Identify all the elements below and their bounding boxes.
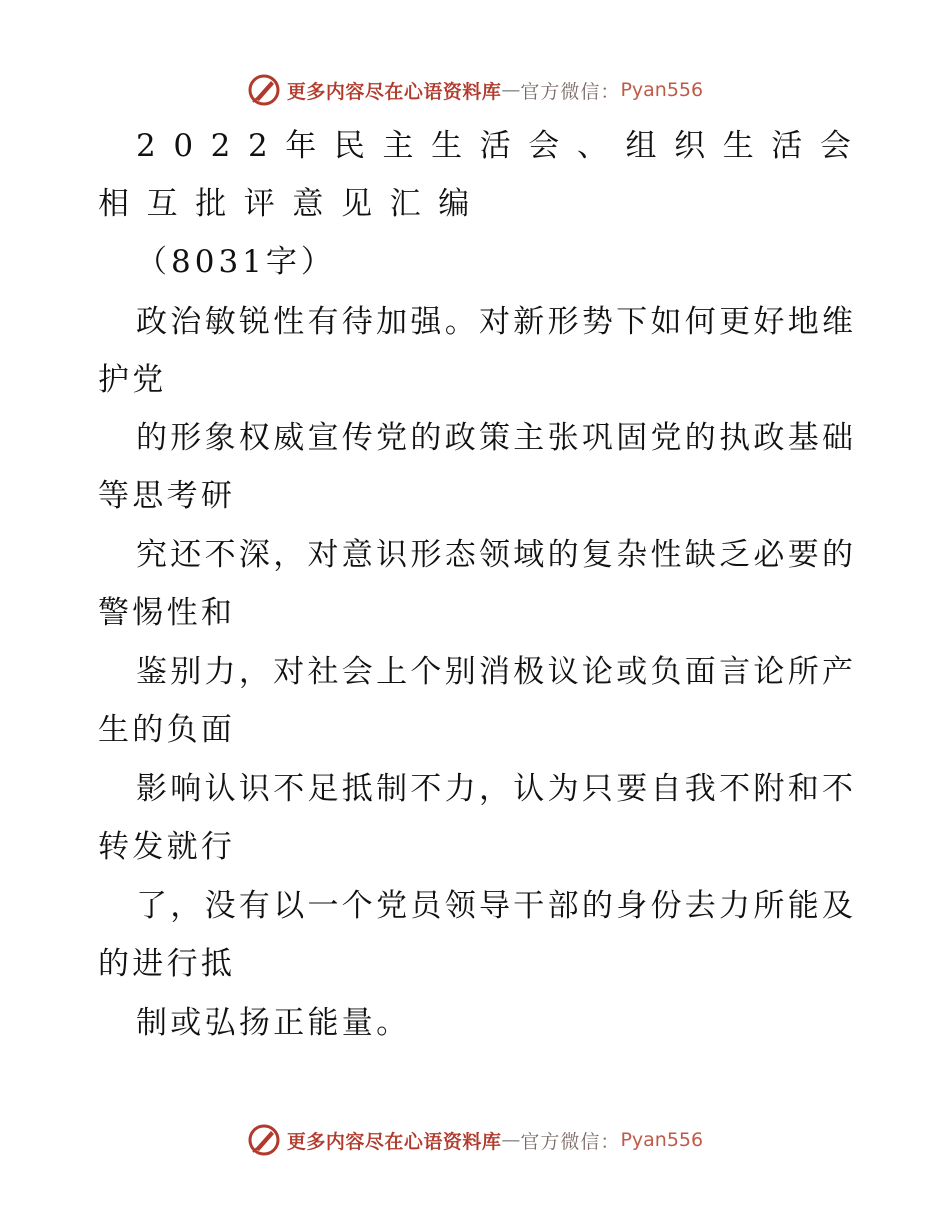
paragraph-line: 的进行抵 bbox=[98, 946, 236, 982]
quill-logo-icon bbox=[247, 73, 281, 107]
watermark-main-text: 更多内容尽在心语资料库 bbox=[286, 1130, 502, 1153]
paragraph-line: 政治敏锐性有待加强。对新形势下如何更好地维 bbox=[136, 304, 857, 340]
watermark-header bbox=[0, 70, 950, 110]
paragraph-line: 的形象权威宣传党的政策主张巩固党的执政基础 bbox=[136, 420, 857, 456]
paragraph-line: 制或弘扬正能量。 bbox=[136, 1005, 411, 1041]
paragraph-line: 警惕性和 bbox=[98, 595, 236, 631]
watermark-dash: — bbox=[501, 79, 521, 101]
paragraph-line: 护党 bbox=[98, 362, 167, 398]
paragraph-line: 了，没有以一个党员领导干部的身份去力所能及 bbox=[136, 888, 857, 924]
paragraph-line: 鉴别力，对社会上个别消极议论或负面言论所产 bbox=[136, 654, 857, 690]
paragraph-line: 究还不深，对意识形态领域的复杂性缺乏必要的 bbox=[136, 537, 857, 573]
paragraph-line: 转发就行 bbox=[98, 829, 236, 865]
document-title-line-2: 相互批评意见汇编 bbox=[98, 186, 487, 222]
paragraph-line: 等思考研 bbox=[98, 478, 236, 514]
watermark-dash: — bbox=[501, 1129, 521, 1151]
watermark-wechat-id: Pyan556 bbox=[620, 1129, 704, 1151]
document-title-line-1: 2022年民主生活会、组织生活会 bbox=[136, 128, 869, 164]
paragraph-line: 影响认识不足抵制不力，认为只要自我不附和不 bbox=[136, 771, 857, 807]
watermark-wechat-id: Pyan556 bbox=[620, 79, 704, 101]
watermark-footer bbox=[0, 1120, 950, 1160]
paragraph-line: 生的负面 bbox=[98, 712, 236, 748]
watermark-main-text: 更多内容尽在心语资料库 bbox=[286, 80, 502, 103]
quill-logo-icon bbox=[247, 1123, 281, 1157]
document-word-count: （8031字） bbox=[136, 244, 336, 280]
watermark-sub-text: 官方微信： bbox=[520, 80, 621, 103]
watermark-sub-text: 官方微信： bbox=[520, 1130, 621, 1153]
